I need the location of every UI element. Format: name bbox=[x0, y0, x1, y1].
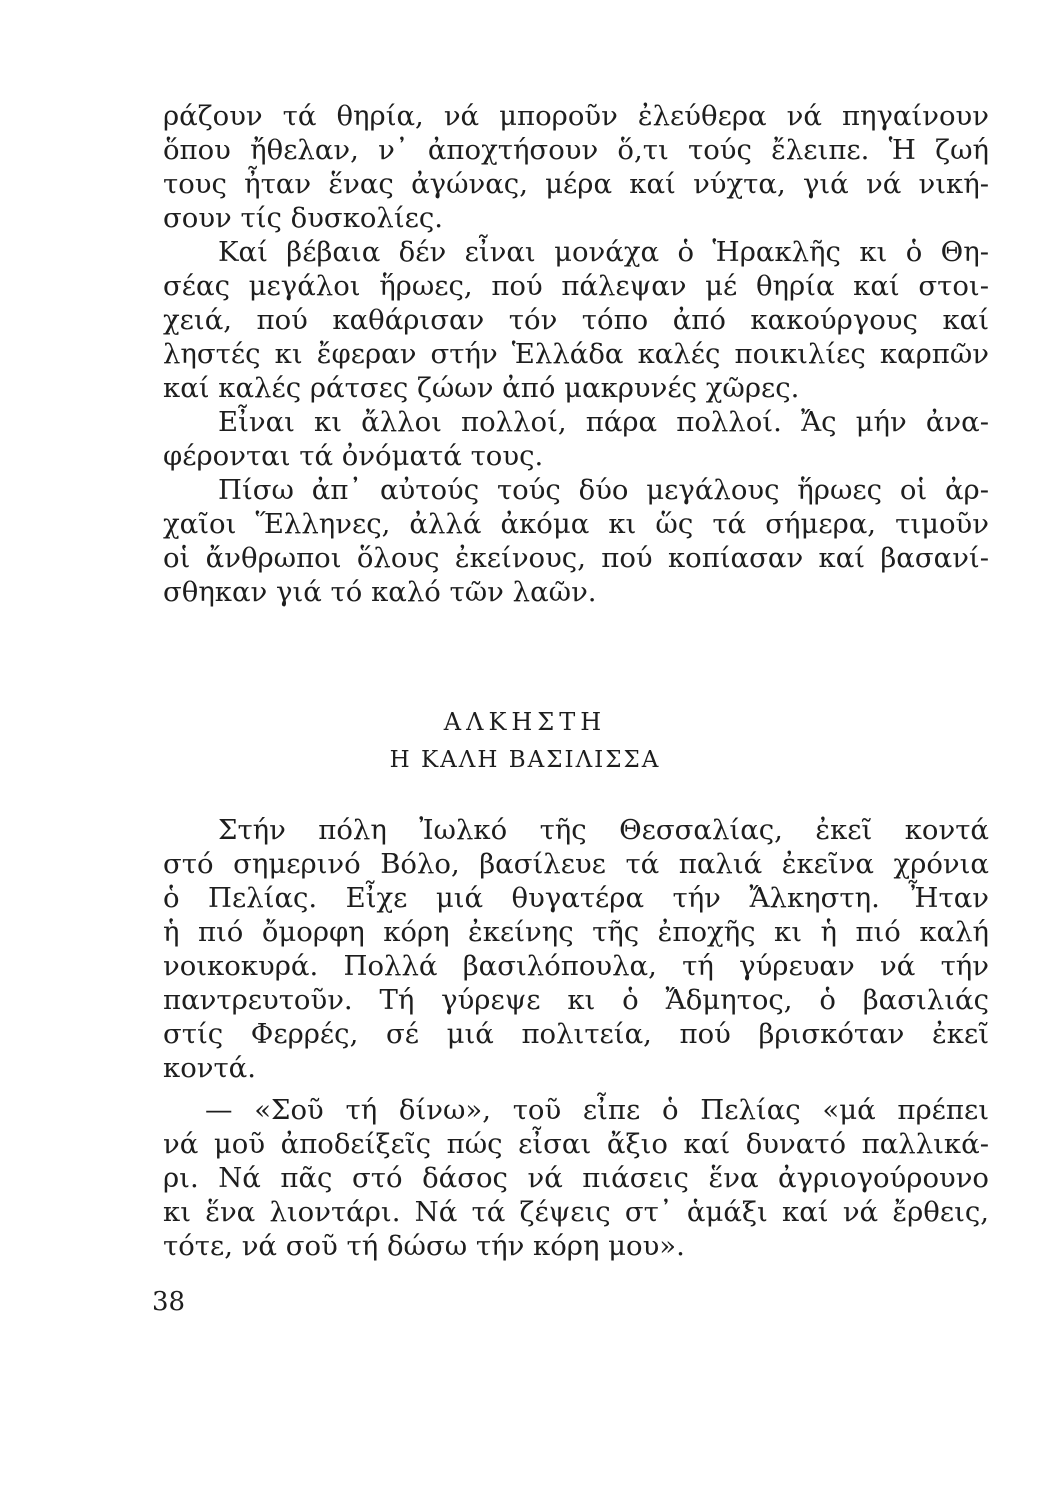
text-line: Πίσω ἀπ᾽ αὐτούς τούς δύο μεγάλους ἥρωες οἱ ἀρ- bbox=[218, 474, 989, 506]
text-line: ἡ πιό ὄμορφη κόρη ἐκείνης τῆς ἐποχῆς κι ἡ πιό καλή bbox=[163, 916, 989, 948]
text-line: ρι. Νά πᾶς στό δάσος νά πιάσεις ἕνα ἀγριογούρουνο bbox=[163, 1162, 989, 1194]
page-number: 38 bbox=[152, 1287, 186, 1317]
text-line: ληστές κι ἔφεραν στήν Ἑλλάδα καλές ποικιλίες καρπῶν bbox=[163, 338, 989, 370]
text-line: παντρευτοῦν. Τή γύρεψε κι ὁ Ἄδμητος, ὁ βασιλιάς bbox=[163, 984, 989, 1016]
text-line: κοντά. bbox=[163, 1052, 256, 1084]
text-line: τότε, νά σοῦ τή δώσω τήν κόρη μου». bbox=[163, 1230, 685, 1262]
text-line: τους ἦταν ἕνας ἀγώνας, μέρα καί νύχτα, γιά νά νική- bbox=[163, 168, 989, 200]
text-line: φέρονται τά ὀνόματά τους. bbox=[163, 440, 544, 472]
text-line: Στήν πόλη Ἰωλκό τῆς Θεσσαλίας, ἐκεῖ κοντά bbox=[218, 814, 989, 846]
text-line: σέας μεγάλοι ἥρωες, πού πάλεψαν μέ θηρία καί στοι- bbox=[163, 270, 989, 302]
text-line: οἱ ἄνθρωποι ὅλους ἐκείνους, πού κοπίασαν καί βασανί- bbox=[163, 542, 989, 574]
text-line: Εἶναι κι ἄλλοι πολλοί, πάρα πολλοί. Ἄς μήν ἀνα- bbox=[218, 406, 989, 438]
text-line: στό σημερινό Βόλο, βασίλευε τά παλιά ἐκεῖνα χρόνια bbox=[163, 848, 989, 880]
text-line: ὁ Πελίας. Εἶχε μιά θυγατέρα τήν Ἄλκηστη. Ἦταν bbox=[163, 882, 989, 914]
text-line: σουν τίς δυσκολίες. bbox=[163, 202, 444, 234]
text-line: καί καλές ράτσες ζώων ἀπό μακρυνές χῶρες. bbox=[163, 372, 800, 404]
text-line: σθηκαν γιά τό καλό τῶν λαῶν. bbox=[163, 576, 597, 608]
text-line: Καί βέβαια δέν εἶναι μονάχα ὁ Ἡρακλῆς κι ὁ Θη- bbox=[218, 236, 989, 268]
text-line: κι ἕνα λιοντάρι. Νά τά ζέψεις στ᾽ ἁμάξι καί νά ἔρθεις, bbox=[163, 1196, 989, 1228]
text-line: ὅπου ἤθελαν, ν᾽ ἀποχτήσουν ὅ,τι τούς ἔλειπε. Ἡ ζωή bbox=[163, 134, 989, 166]
text-line: χειά, πού καθάρισαν τόν τόπο ἀπό κακούργους καί bbox=[163, 304, 989, 336]
section-title: ΑΛΚΗΣΤΗ bbox=[443, 708, 607, 736]
text-line: ράζουν τά θηρία, νά μποροῦν ἐλεύθερα νά πηγαίνουν bbox=[163, 100, 989, 132]
section-subtitle: Η ΚΑΛΗ ΒΑΣΙΛΙΣΣΑ bbox=[389, 747, 661, 773]
text-line: στίς Φερρές, σέ μιά πολιτεία, πού βρισκόταν ἐκεῖ bbox=[163, 1018, 989, 1050]
text-line: χαῖοι Ἕλληνες, ἀλλά ἀκόμα κι ὥς τά σήμερα, τιμοῦν bbox=[163, 508, 989, 540]
text-line: νά μοῦ ἀποδείξεῖς πώς εἶσαι ἄξιο καί δυνατό παλλικά- bbox=[163, 1128, 989, 1160]
text-line: — «Σοῦ τή δίνω», τοῦ εἶπε ὁ Πελίας «μά πρέπει bbox=[205, 1094, 989, 1126]
text-line: νοικοκυρά. Πολλά βασιλόπουλα, τή γύρευαν νά τήν bbox=[163, 950, 989, 982]
